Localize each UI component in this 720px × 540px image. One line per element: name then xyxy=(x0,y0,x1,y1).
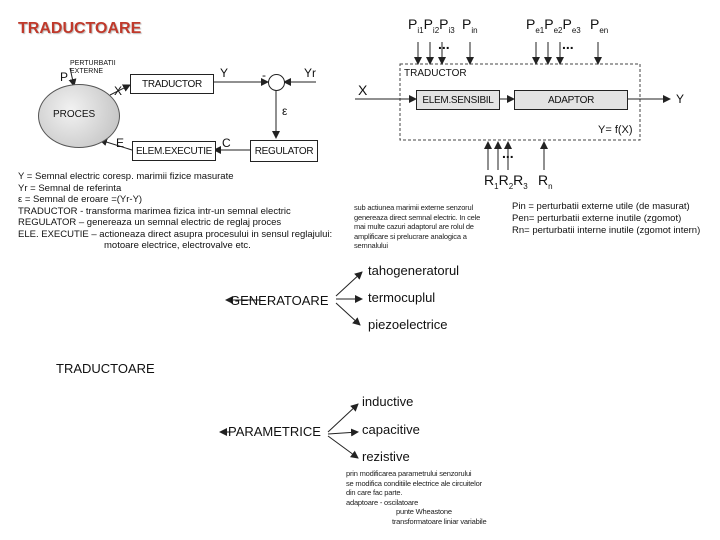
perturbatii-line: Pin = perturbatii externe utile (de masurat) xyxy=(512,201,690,212)
traductor-box xyxy=(130,74,214,94)
yr-label: Yr xyxy=(304,66,316,80)
param-item-capacitive: capacitive xyxy=(362,422,420,437)
regulator-box xyxy=(250,140,318,162)
gen-item-piezoelectrice: piezoelectrice xyxy=(368,317,448,332)
minus-label: - xyxy=(262,68,266,82)
pe3-letter: P xyxy=(562,16,572,32)
adaptor-label: ADAPTOR xyxy=(547,94,595,106)
pen-letter: P xyxy=(590,16,600,32)
param-item-inductive: inductive xyxy=(362,394,414,409)
p2-sub: i2 xyxy=(432,25,440,35)
x-label-left: X xyxy=(114,84,123,98)
top-dots-2: ... xyxy=(562,36,574,52)
note-line: adaptoare - oscilatoare xyxy=(346,497,419,507)
perturbatii-legend xyxy=(512,201,700,237)
top-p-group xyxy=(408,16,455,35)
top-pe-group xyxy=(526,16,581,35)
adaptor-box xyxy=(514,90,628,110)
legend-line: REGULATOR – genereaza un semnal electric de reglaj proces xyxy=(18,217,282,228)
elem-executie-box xyxy=(132,141,216,161)
pin-sub: in xyxy=(471,25,478,35)
gen-item-tahogenerator: tahogeneratorul xyxy=(368,263,460,278)
p3-letter: P xyxy=(439,16,449,32)
legend-line: Y = Semnal electric coresp. marimii fizice masurate xyxy=(18,171,234,182)
perturbatii-line: Pen= perturbatii externe inutile (zgomot) xyxy=(512,213,682,224)
legend-line: motoare electrice, electrovalve etc. xyxy=(104,240,251,251)
traductor-box-label: TRADUCTOR xyxy=(142,78,202,90)
r2-sub: 2 xyxy=(508,181,514,191)
pe1-sub: e1 xyxy=(535,25,545,35)
param-item-rezistive: rezistive xyxy=(362,449,410,464)
process-label: PROCES xyxy=(53,109,96,120)
p2-letter: P xyxy=(423,16,433,32)
top-pen xyxy=(590,16,608,35)
pe2-sub: e2 xyxy=(553,25,563,35)
sensor-line: genereaza direct semnal electric. In cele xyxy=(354,212,481,222)
legend-line: Yr = Semnal de referinta xyxy=(18,182,122,194)
top-dots-1: ... xyxy=(438,36,450,52)
traductor-frame-label: TRADUCTOR xyxy=(404,68,467,79)
pin-letter: P xyxy=(462,16,472,32)
r3-sub: 3 xyxy=(523,181,528,191)
tree-generatoare: GENERATOARE xyxy=(230,293,329,308)
bottom-dots: ... xyxy=(502,145,514,161)
rn-sub: n xyxy=(548,181,553,191)
perturbatii-label: PERTURBATII EXTERNE xyxy=(70,60,116,75)
bottom-rn xyxy=(538,172,553,191)
r1-sub: 1 xyxy=(494,181,499,191)
elem-executie-box-label: ELEM.EXECUTIE xyxy=(135,145,213,157)
legend-text xyxy=(18,171,332,252)
sensor-line: sub actiunea marimii externe senzorul xyxy=(354,203,473,212)
y-label-left: Y xyxy=(220,66,229,80)
perturbatii-line: Rn= perturbatii interne inutile (zgomot intern) xyxy=(512,225,701,236)
summing-junction xyxy=(268,74,285,91)
pe2-letter: P xyxy=(544,16,554,32)
legend-line: TRADUCTOR - transforma marimea fizica intr-un semnal electric xyxy=(18,205,291,217)
r3-letter: R xyxy=(513,172,524,188)
p-label: P xyxy=(60,70,69,84)
note-line: prin modificarea parametrului senzorului xyxy=(346,469,472,478)
rn-letter: R xyxy=(538,172,549,188)
bottom-r-group xyxy=(484,172,528,191)
note-line: transformatoare liniar variabile xyxy=(392,516,487,526)
top-pin xyxy=(462,16,478,35)
elem-sensibil-box xyxy=(416,90,500,110)
sensor-line: semnalului xyxy=(354,241,388,250)
note-line: din care fac parte. xyxy=(346,488,403,497)
parametrice-note xyxy=(346,469,486,526)
pe1-letter: P xyxy=(526,16,536,32)
sensor-explanation xyxy=(354,203,480,251)
pen-sub: en xyxy=(599,25,609,35)
p1-letter: P xyxy=(408,16,418,32)
sensor-line: amplificare si prelucrare analogica a xyxy=(354,231,467,241)
gen-item-termocuplu: termocuplul xyxy=(368,290,436,305)
x-label-right: X xyxy=(358,82,368,98)
legend-line: ELE. EXECUTIE – actioneaza direct asupra procesului in sensul reglajului: xyxy=(18,228,333,240)
function-label: Y= f(X) xyxy=(598,124,633,136)
pe3-sub: e3 xyxy=(571,25,581,35)
tree-root: TRADUCTOARE xyxy=(56,361,155,376)
legend-line: ε = Semnal de eroare =(Yr-Y) xyxy=(18,194,143,205)
r1-letter: R xyxy=(484,172,495,188)
p1-sub: i1 xyxy=(417,25,424,35)
elem-sensibil-label: ELEM.SENSIBIL xyxy=(422,94,494,106)
epsilon-label: ε xyxy=(282,104,288,118)
y-label-right: Y xyxy=(676,92,685,106)
c-label: C xyxy=(222,136,231,150)
sensor-line: mai multe cazuri adaptorul are rolul de xyxy=(354,222,474,231)
r2-letter: R xyxy=(498,172,509,188)
e-label: E xyxy=(116,136,125,150)
tree-parametrice: PARAMETRICE xyxy=(228,424,321,439)
page-title: TRADUCTOARE xyxy=(18,20,142,37)
regulator-box-label: REGULATOR xyxy=(254,145,314,157)
note-line: punte Wheastone xyxy=(396,507,452,516)
p3-sub: i3 xyxy=(448,25,455,35)
note-line: se modifica conditiile electrice ale circuitelor xyxy=(346,478,482,488)
